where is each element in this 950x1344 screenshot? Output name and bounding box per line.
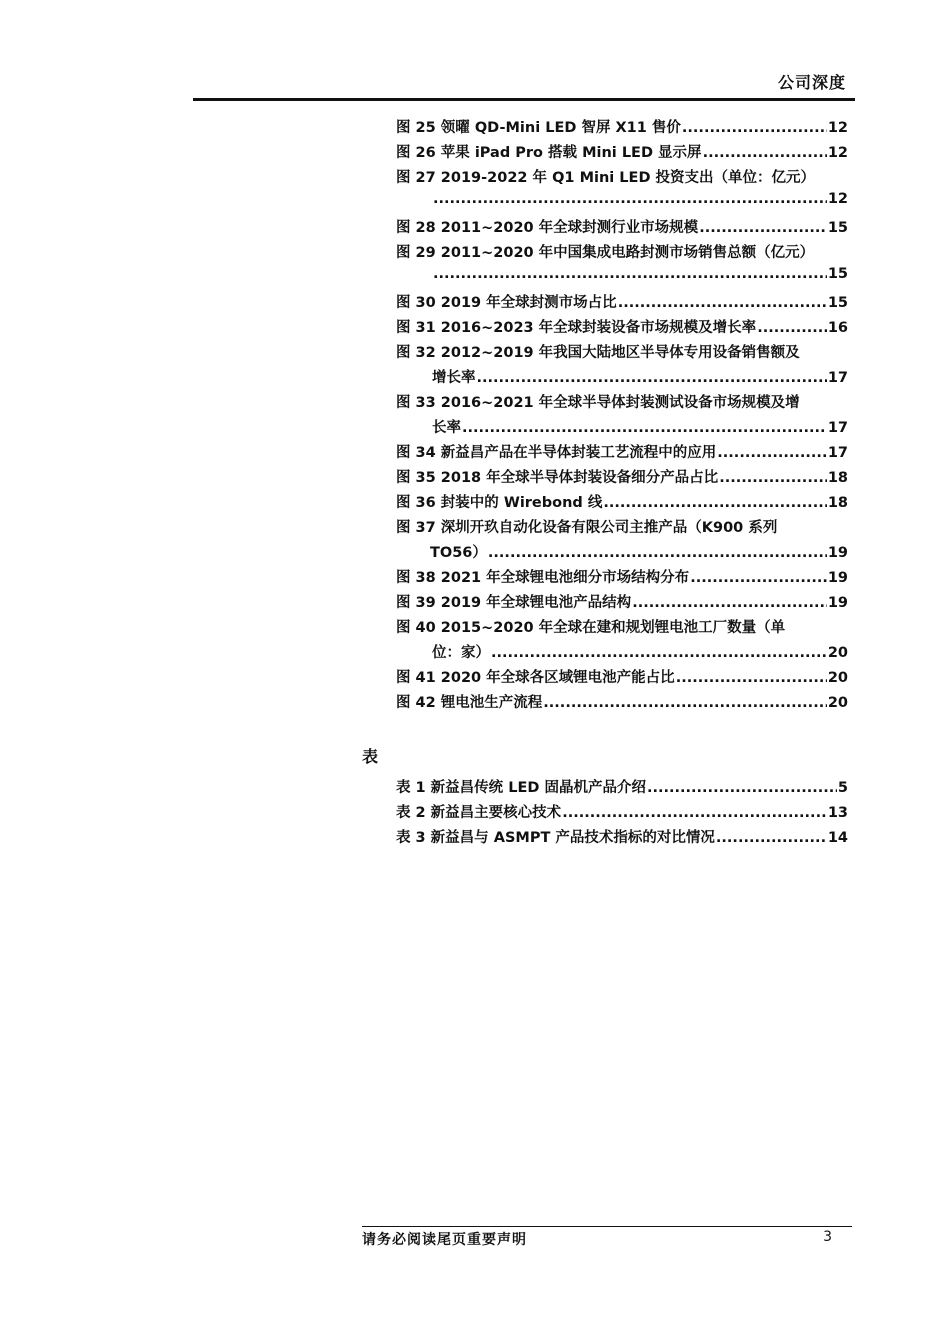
toc-entry-fig-31[interactable] — [396, 316, 848, 338]
leader-dots — [491, 645, 827, 661]
toc-entry-label: 图 31 2016~2023 年全球封装设备市场规模及增长率 — [396, 320, 757, 336]
toc-entry-page: 12 — [827, 191, 848, 207]
toc-entry-fig-30[interactable] — [396, 291, 848, 313]
toc-entry-fig-29-cont[interactable] — [432, 266, 848, 288]
toc-entry-label: 图 32 2012~2019 年我国大陆地区半导体专用设备销售额及 — [396, 345, 800, 361]
toc-entry-label-cont: 位：家） — [432, 645, 490, 661]
toc-entry-page: 13 — [827, 805, 848, 821]
leader-dots — [757, 320, 827, 336]
toc-entry-label: 图 27 2019-2022 年 Q1 Mini LED 投资支出（单位：亿元） — [396, 170, 816, 186]
toc-entry-fig-40-cont[interactable] — [432, 641, 848, 663]
header-rule — [193, 98, 855, 101]
toc-entry-page: 17 — [827, 420, 848, 436]
leader-dots — [433, 191, 827, 207]
toc-entry-label: 表 2 新益昌主要核心技术 — [396, 805, 562, 821]
toc-entry-label: 图 40 2015~2020 年全球在建和规划锂电池工厂数量（单 — [396, 620, 786, 636]
leader-dots — [690, 570, 827, 586]
toc-entry-label: 图 34 新益昌产品在半导体封装工艺流程中的应用 — [396, 445, 717, 461]
toc-entry-page: 20 — [827, 645, 848, 661]
toc-entry-label: 图 28 2011~2020 年全球封测行业市场规模 — [396, 220, 699, 236]
toc-entry-label-cont: TO56） — [430, 545, 487, 561]
toc-entry-fig-40[interactable] — [396, 616, 848, 638]
footer-rule — [362, 1226, 852, 1227]
toc-entry-page: 19 — [827, 545, 848, 561]
toc-entry-fig-26[interactable] — [396, 141, 848, 163]
toc-entry-page: 15 — [827, 295, 848, 311]
toc-entry-page: 15 — [827, 266, 848, 282]
toc-entry-label: 表 3 新益昌与 ASMPT 产品技术指标的对比情况 — [396, 830, 715, 846]
toc-entry-label: 图 37 深圳开玖自动化设备有限公司主推产品（K900 系列 — [396, 520, 778, 536]
leader-dots — [676, 670, 827, 686]
toc-entry-fig-32[interactable] — [396, 341, 848, 363]
toc-entry-fig-33-cont[interactable] — [432, 416, 848, 438]
leader-dots — [717, 445, 827, 461]
leader-dots — [488, 545, 827, 561]
toc-entry-label: 图 39 2019 年全球锂电池产品结构 — [396, 595, 632, 611]
toc-entry-fig-35[interactable] — [396, 466, 848, 488]
footer-disclaimer: 请务必阅读尾页重要声明 — [362, 1232, 527, 1248]
toc-entry-fig-42[interactable] — [396, 691, 848, 713]
toc-entry-fig-36[interactable] — [396, 491, 848, 513]
toc-entry-fig-25[interactable] — [396, 116, 848, 138]
toc-entry-page: 19 — [827, 595, 848, 611]
header-title: 公司深度 — [777, 73, 846, 92]
toc-entry-table-1[interactable] — [396, 776, 848, 798]
toc-entry-page: 20 — [827, 670, 848, 686]
toc-entry-fig-27-cont[interactable] — [432, 191, 848, 213]
page-number: 3 — [823, 1229, 832, 1245]
toc-entry-label: 图 30 2019 年全球封测市场占比 — [396, 295, 617, 311]
tables-section-title: 表 — [362, 747, 379, 766]
toc-entry-fig-32-cont[interactable] — [432, 366, 848, 388]
toc-entry-label: 图 38 2021 年全球锂电池细分市场结构分布 — [396, 570, 690, 586]
leader-dots — [543, 695, 827, 711]
toc-entry-label: 图 29 2011~2020 年中国集成电路封测市场销售总额（亿元） — [396, 245, 815, 261]
toc-entry-fig-38[interactable] — [396, 566, 848, 588]
toc-entry-fig-41[interactable] — [396, 666, 848, 688]
toc-entry-page: 19 — [827, 570, 848, 586]
toc-entry-page: 12 — [827, 145, 848, 161]
leader-dots — [719, 470, 827, 486]
toc-entry-page: 14 — [827, 830, 848, 846]
toc-entry-fig-29[interactable] — [396, 241, 848, 263]
toc-entry-fig-33[interactable] — [396, 391, 848, 413]
toc-entry-label: 图 35 2018 年全球半导体封装设备细分产品占比 — [396, 470, 719, 486]
leader-dots — [603, 495, 826, 511]
leader-dots — [618, 295, 827, 311]
toc-entry-label: 图 26 苹果 iPad Pro 搭载 Mini LED 显示屏 — [396, 145, 702, 161]
toc-entry-label: 图 36 封装中的 Wirebond 线 — [396, 495, 603, 511]
toc-entry-fig-37[interactable] — [396, 516, 848, 538]
leader-dots — [562, 805, 827, 821]
toc-entry-page: 15 — [827, 220, 848, 236]
toc-entry-page: 20 — [827, 695, 848, 711]
leader-dots — [477, 370, 827, 386]
leader-dots — [703, 145, 827, 161]
toc-entry-label: 图 41 2020 年全球各区域锂电池产能占比 — [396, 670, 675, 686]
leader-dots — [716, 830, 827, 846]
leader-dots — [647, 780, 837, 796]
toc-entry-fig-34[interactable] — [396, 441, 848, 463]
leader-dots — [462, 420, 827, 436]
leader-dots — [682, 120, 827, 136]
toc-entry-page: 5 — [837, 780, 848, 796]
toc-entry-page: 16 — [827, 320, 848, 336]
toc-entry-label: 图 33 2016~2021 年全球半导体封装测试设备市场规模及增 — [396, 395, 800, 411]
toc-entry-label: 表 1 新益昌传统 LED 固晶机产品介绍 — [396, 780, 646, 796]
leader-dots — [433, 266, 827, 282]
leader-dots — [632, 595, 827, 611]
toc-entry-fig-37-cont[interactable] — [430, 541, 848, 563]
toc-entry-page: 18 — [827, 470, 848, 486]
toc-entry-page: 12 — [827, 120, 848, 136]
toc-entry-fig-39[interactable] — [396, 591, 848, 613]
toc-entry-label: 图 25 领曜 QD-Mini LED 智屏 X11 售价 — [396, 120, 681, 136]
toc-entry-page: 17 — [827, 445, 848, 461]
toc-entry-fig-27[interactable] — [396, 166, 848, 188]
toc-entry-table-3[interactable] — [396, 826, 848, 848]
toc-entry-label: 图 42 锂电池生产流程 — [396, 695, 543, 711]
toc-entry-page: 17 — [827, 370, 848, 386]
toc-entry-label-cont: 长率 — [432, 420, 461, 436]
toc-entry-fig-28[interactable] — [396, 216, 848, 238]
toc-entry-table-2[interactable] — [396, 801, 848, 823]
toc-entry-page: 18 — [827, 495, 848, 511]
toc-entry-label-cont: 增长率 — [432, 370, 476, 386]
leader-dots — [699, 220, 827, 236]
